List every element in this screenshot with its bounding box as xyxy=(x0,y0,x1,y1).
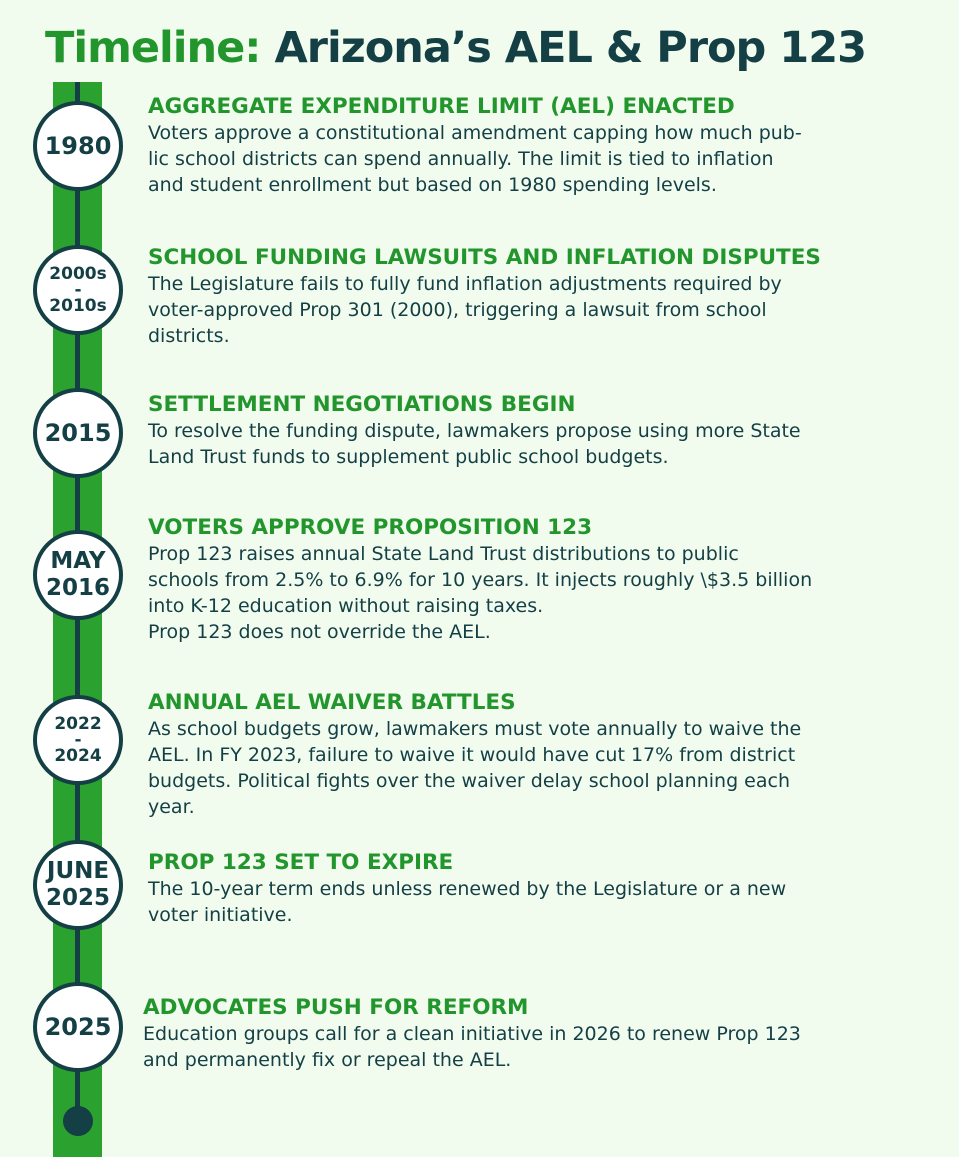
event-body xyxy=(143,1021,943,1073)
date-marker-2025 xyxy=(33,982,123,1072)
event-body-line: schools from 2.5% to 6.9% for 10 years. It injects roughly \$3.5 billion xyxy=(148,569,813,591)
date-marker-may-2016 xyxy=(33,530,123,620)
date-label: 2000s xyxy=(49,264,107,284)
date-marker-2000s-2010s xyxy=(33,245,123,335)
date-label: 2025 xyxy=(44,1013,112,1041)
title-prefix: Timeline: xyxy=(45,23,261,73)
timeline-event xyxy=(148,94,948,198)
event-body-line: Land Trust funds to supplement public school budgets. xyxy=(148,446,669,468)
timeline-event xyxy=(143,995,943,1073)
timeline-event xyxy=(148,245,948,349)
event-body-line: voter-approved Prop 301 (2000), triggering a lawsuit from school xyxy=(148,299,767,321)
event-heading: PROP 123 SET TO EXPIRE xyxy=(148,850,454,875)
timeline-event xyxy=(148,690,948,820)
event-body-line: budgets. Political fights over the waiver delay school planning each xyxy=(148,770,790,792)
event-heading: ADVOCATES PUSH FOR REFORM xyxy=(143,995,529,1020)
date-label: 1980 xyxy=(44,132,112,160)
event-body xyxy=(148,876,948,928)
date-label: 2025 xyxy=(45,885,110,911)
event-body-line: AEL. In FY 2023, failure to waive it would have cut 17% from district xyxy=(148,744,796,766)
event-heading: VOTERS APPROVE PROPOSITION 123 xyxy=(148,515,593,540)
date-label: JUNE xyxy=(46,858,110,884)
event-body-line: Education groups call for a clean initiative in 2026 to renew Prop 123 xyxy=(143,1023,801,1045)
event-body-line: year. xyxy=(148,796,195,818)
timeline-event xyxy=(148,392,948,470)
event-body xyxy=(148,418,948,470)
date-label: 2022 xyxy=(54,714,102,734)
event-heading: AGGREGATE EXPENDITURE LIMIT (AEL) ENACTED xyxy=(148,94,735,119)
event-body-line: districts. xyxy=(148,325,230,347)
event-body-line: voter initiative. xyxy=(148,904,293,926)
event-heading: ANNUAL AEL WAIVER BATTLES xyxy=(148,690,516,715)
event-body xyxy=(148,541,948,645)
event-body-line: Prop 123 does not override the AEL. xyxy=(148,621,491,643)
date-label: 2016 xyxy=(45,575,110,601)
event-body-line: and permanently fix or repeal the AEL. xyxy=(143,1049,512,1071)
event-body xyxy=(148,716,948,820)
event-heading: SETTLEMENT NEGOTIATIONS BEGIN xyxy=(148,392,576,417)
timeline-event xyxy=(148,850,948,928)
event-body-line: To resolve the funding dispute, lawmakers propose using more State xyxy=(148,420,801,442)
event-body-line: and student enrollment but based on 1980 spending levels. xyxy=(148,174,717,196)
event-body-line: Prop 123 raises annual State Land Trust distributions to public xyxy=(148,543,739,565)
date-marker-2015 xyxy=(33,388,123,478)
event-body-line: lic school districts can spend annually. The limit is tied to inflation xyxy=(148,148,774,170)
event-body-line: into K-12 education without raising taxes. xyxy=(148,595,544,617)
date-separator: - xyxy=(74,280,82,300)
event-heading: SCHOOL FUNDING LAWSUITS AND INFLATION DISPUTES xyxy=(148,245,821,270)
date-marker-2022-2024 xyxy=(33,695,123,785)
date-marker-june-2025 xyxy=(33,840,123,930)
title-main: Arizona’s AEL & Prop 123 xyxy=(274,23,867,73)
page-title xyxy=(45,18,866,78)
event-body xyxy=(148,271,948,349)
event-body-line: The 10-year term ends unless renewed by the Legislature or a new xyxy=(148,878,787,900)
date-marker-1980 xyxy=(33,101,123,191)
date-label: 2010s xyxy=(49,296,107,316)
date-label: MAY xyxy=(50,548,106,574)
timeline-event xyxy=(148,515,948,645)
timeline-end-dot xyxy=(63,1106,93,1136)
event-body xyxy=(148,120,948,198)
date-label: 2015 xyxy=(44,419,112,447)
date-separator: - xyxy=(74,730,82,750)
event-body-line: As school budgets grow, lawmakers must vote annually to waive the xyxy=(148,718,802,740)
event-body-line: Voters approve a constitutional amendment capping how much pub- xyxy=(148,122,802,144)
event-body-line: The Legislature fails to fully fund inflation adjustments required by xyxy=(148,273,782,295)
date-label: 2024 xyxy=(54,746,102,766)
